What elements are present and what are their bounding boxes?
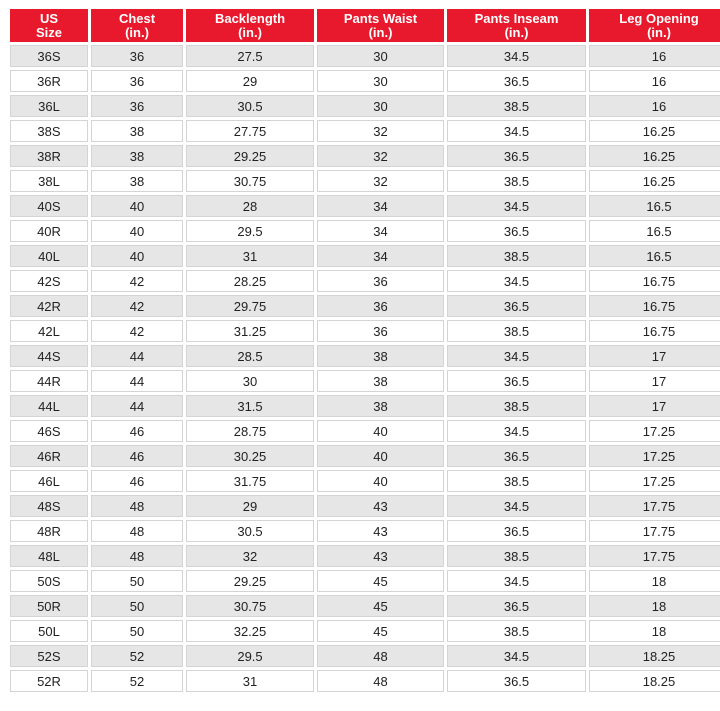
table-row bbox=[10, 495, 720, 517]
table-row bbox=[10, 345, 720, 367]
table-row bbox=[10, 220, 720, 242]
cell-pants-waist: 38 bbox=[317, 395, 444, 417]
cell-pants-inseam: 34.5 bbox=[447, 120, 586, 142]
cell-chest: 44 bbox=[91, 395, 183, 417]
cell-leg-opening: 16 bbox=[589, 70, 720, 92]
cell-chest: 38 bbox=[91, 145, 183, 167]
table-row bbox=[10, 145, 720, 167]
cell-us-size: 50R bbox=[10, 595, 88, 617]
cell-pants-waist: 32 bbox=[317, 120, 444, 142]
cell-us-size: 38R bbox=[10, 145, 88, 167]
size-table bbox=[10, 6, 720, 695]
cell-us-size: 36L bbox=[10, 95, 88, 117]
cell-chest: 46 bbox=[91, 470, 183, 492]
cell-backlength: 30.5 bbox=[186, 520, 314, 542]
size-chart bbox=[10, 0, 720, 711]
cell-us-size: 44R bbox=[10, 370, 88, 392]
cell-chest: 38 bbox=[91, 120, 183, 142]
cell-backlength: 28.25 bbox=[186, 270, 314, 292]
cell-chest: 46 bbox=[91, 420, 183, 442]
cell-backlength: 27.5 bbox=[186, 45, 314, 67]
cell-us-size: 44S bbox=[10, 345, 88, 367]
cell-leg-opening: 17 bbox=[589, 345, 720, 367]
cell-backlength: 31.5 bbox=[186, 395, 314, 417]
cell-pants-waist: 48 bbox=[317, 645, 444, 667]
cell-backlength: 28 bbox=[186, 195, 314, 217]
cell-us-size: 46S bbox=[10, 420, 88, 442]
cell-pants-inseam: 34.5 bbox=[447, 45, 586, 67]
cell-chest: 52 bbox=[91, 645, 183, 667]
cell-leg-opening: 16.5 bbox=[589, 195, 720, 217]
table-row bbox=[10, 395, 720, 417]
cell-leg-opening: 17 bbox=[589, 370, 720, 392]
cell-pants-waist: 45 bbox=[317, 595, 444, 617]
cell-leg-opening: 18 bbox=[589, 570, 720, 592]
cell-pants-inseam: 34.5 bbox=[447, 420, 586, 442]
cell-pants-inseam: 38.5 bbox=[447, 395, 586, 417]
cell-pants-waist: 48 bbox=[317, 670, 444, 692]
cell-backlength: 28.75 bbox=[186, 420, 314, 442]
table-row bbox=[10, 320, 720, 342]
cell-pants-inseam: 38.5 bbox=[447, 170, 586, 192]
cell-pants-inseam: 38.5 bbox=[447, 620, 586, 642]
cell-pants-waist: 43 bbox=[317, 495, 444, 517]
cell-pants-waist: 43 bbox=[317, 545, 444, 567]
cell-chest: 42 bbox=[91, 295, 183, 317]
cell-backlength: 29.25 bbox=[186, 570, 314, 592]
cell-us-size: 50L bbox=[10, 620, 88, 642]
table-row bbox=[10, 420, 720, 442]
cell-pants-inseam: 36.5 bbox=[447, 145, 586, 167]
cell-leg-opening: 17 bbox=[589, 395, 720, 417]
cell-chest: 48 bbox=[91, 545, 183, 567]
cell-pants-waist: 45 bbox=[317, 620, 444, 642]
cell-chest: 46 bbox=[91, 445, 183, 467]
cell-chest: 44 bbox=[91, 345, 183, 367]
cell-chest: 40 bbox=[91, 195, 183, 217]
table-row bbox=[10, 620, 720, 642]
cell-chest: 36 bbox=[91, 70, 183, 92]
cell-backlength: 29.75 bbox=[186, 295, 314, 317]
cell-leg-opening: 16.75 bbox=[589, 270, 720, 292]
cell-us-size: 38S bbox=[10, 120, 88, 142]
cell-us-size: 42S bbox=[10, 270, 88, 292]
cell-chest: 36 bbox=[91, 45, 183, 67]
table-row bbox=[10, 195, 720, 217]
cell-pants-waist: 32 bbox=[317, 145, 444, 167]
cell-pants-waist: 34 bbox=[317, 220, 444, 242]
cell-pants-waist: 40 bbox=[317, 420, 444, 442]
table-row bbox=[10, 595, 720, 617]
cell-leg-opening: 16.25 bbox=[589, 120, 720, 142]
cell-pants-inseam: 38.5 bbox=[447, 245, 586, 267]
cell-leg-opening: 16.25 bbox=[589, 170, 720, 192]
cell-chest: 42 bbox=[91, 270, 183, 292]
cell-pants-waist: 32 bbox=[317, 170, 444, 192]
cell-pants-inseam: 36.5 bbox=[447, 520, 586, 542]
cell-pants-inseam: 38.5 bbox=[447, 470, 586, 492]
cell-leg-opening: 17.75 bbox=[589, 545, 720, 567]
cell-backlength: 32.25 bbox=[186, 620, 314, 642]
table-row bbox=[10, 45, 720, 67]
cell-leg-opening: 18 bbox=[589, 595, 720, 617]
cell-backlength: 29.5 bbox=[186, 220, 314, 242]
cell-chest: 52 bbox=[91, 670, 183, 692]
cell-pants-waist: 43 bbox=[317, 520, 444, 542]
cell-pants-waist: 40 bbox=[317, 445, 444, 467]
cell-pants-waist: 36 bbox=[317, 320, 444, 342]
cell-backlength: 32 bbox=[186, 545, 314, 567]
cell-chest: 50 bbox=[91, 620, 183, 642]
cell-us-size: 36R bbox=[10, 70, 88, 92]
cell-leg-opening: 17.75 bbox=[589, 520, 720, 542]
cell-chest: 36 bbox=[91, 95, 183, 117]
cell-pants-waist: 34 bbox=[317, 245, 444, 267]
cell-us-size: 52R bbox=[10, 670, 88, 692]
cell-us-size: 46R bbox=[10, 445, 88, 467]
col-us-size: US Size bbox=[10, 9, 88, 42]
table-row bbox=[10, 545, 720, 567]
cell-leg-opening: 17.75 bbox=[589, 495, 720, 517]
cell-leg-opening: 16.75 bbox=[589, 320, 720, 342]
cell-backlength: 30.25 bbox=[186, 445, 314, 467]
cell-leg-opening: 16.5 bbox=[589, 220, 720, 242]
cell-us-size: 40L bbox=[10, 245, 88, 267]
cell-us-size: 48L bbox=[10, 545, 88, 567]
cell-leg-opening: 17.25 bbox=[589, 445, 720, 467]
cell-leg-opening: 16 bbox=[589, 95, 720, 117]
cell-us-size: 44L bbox=[10, 395, 88, 417]
cell-leg-opening: 16 bbox=[589, 45, 720, 67]
table-row bbox=[10, 95, 720, 117]
table-row bbox=[10, 170, 720, 192]
cell-backlength: 29.25 bbox=[186, 145, 314, 167]
cell-chest: 44 bbox=[91, 370, 183, 392]
cell-pants-waist: 30 bbox=[317, 45, 444, 67]
cell-pants-inseam: 34.5 bbox=[447, 345, 586, 367]
cell-chest: 38 bbox=[91, 170, 183, 192]
cell-pants-inseam: 34.5 bbox=[447, 570, 586, 592]
col-backlength: Backlength (in.) bbox=[186, 9, 314, 42]
col-leg-opening: Leg Opening (in.) bbox=[589, 9, 720, 42]
cell-chest: 50 bbox=[91, 595, 183, 617]
cell-leg-opening: 16.75 bbox=[589, 295, 720, 317]
table-row bbox=[10, 370, 720, 392]
cell-us-size: 50S bbox=[10, 570, 88, 592]
cell-chest: 40 bbox=[91, 245, 183, 267]
table-row bbox=[10, 270, 720, 292]
table-row bbox=[10, 570, 720, 592]
cell-pants-inseam: 36.5 bbox=[447, 370, 586, 392]
cell-us-size: 38L bbox=[10, 170, 88, 192]
col-pants-waist: Pants Waist (in.) bbox=[317, 9, 444, 42]
table-row bbox=[10, 70, 720, 92]
table-row bbox=[10, 295, 720, 317]
table-row bbox=[10, 245, 720, 267]
table-row bbox=[10, 445, 720, 467]
cell-pants-inseam: 38.5 bbox=[447, 320, 586, 342]
cell-pants-waist: 38 bbox=[317, 345, 444, 367]
cell-pants-waist: 30 bbox=[317, 95, 444, 117]
cell-chest: 40 bbox=[91, 220, 183, 242]
cell-backlength: 30.75 bbox=[186, 170, 314, 192]
cell-us-size: 42R bbox=[10, 295, 88, 317]
cell-us-size: 40S bbox=[10, 195, 88, 217]
cell-us-size: 48R bbox=[10, 520, 88, 542]
cell-pants-inseam: 36.5 bbox=[447, 445, 586, 467]
col-pants-inseam: Pants Inseam (in.) bbox=[447, 9, 586, 42]
table-row bbox=[10, 670, 720, 692]
cell-pants-inseam: 36.5 bbox=[447, 70, 586, 92]
cell-pants-inseam: 34.5 bbox=[447, 645, 586, 667]
cell-leg-opening: 16.25 bbox=[589, 145, 720, 167]
cell-chest: 50 bbox=[91, 570, 183, 592]
cell-backlength: 31 bbox=[186, 245, 314, 267]
cell-pants-inseam: 34.5 bbox=[447, 495, 586, 517]
header-row bbox=[10, 9, 720, 42]
cell-us-size: 46L bbox=[10, 470, 88, 492]
cell-pants-inseam: 36.5 bbox=[447, 670, 586, 692]
cell-backlength: 31 bbox=[186, 670, 314, 692]
cell-backlength: 29 bbox=[186, 70, 314, 92]
table-row bbox=[10, 470, 720, 492]
cell-us-size: 52S bbox=[10, 645, 88, 667]
cell-pants-inseam: 34.5 bbox=[447, 270, 586, 292]
table-body bbox=[10, 45, 720, 692]
cell-pants-waist: 45 bbox=[317, 570, 444, 592]
cell-chest: 48 bbox=[91, 495, 183, 517]
cell-leg-opening: 16.5 bbox=[589, 245, 720, 267]
cell-us-size: 42L bbox=[10, 320, 88, 342]
cell-backlength: 31.75 bbox=[186, 470, 314, 492]
cell-backlength: 29 bbox=[186, 495, 314, 517]
cell-pants-inseam: 36.5 bbox=[447, 295, 586, 317]
cell-leg-opening: 18.25 bbox=[589, 645, 720, 667]
cell-backlength: 30.75 bbox=[186, 595, 314, 617]
cell-pants-waist: 30 bbox=[317, 70, 444, 92]
cell-backlength: 30 bbox=[186, 370, 314, 392]
cell-backlength: 30.5 bbox=[186, 95, 314, 117]
cell-pants-inseam: 38.5 bbox=[447, 95, 586, 117]
cell-pants-waist: 38 bbox=[317, 370, 444, 392]
cell-pants-inseam: 36.5 bbox=[447, 220, 586, 242]
cell-pants-inseam: 38.5 bbox=[447, 545, 586, 567]
cell-pants-inseam: 36.5 bbox=[447, 595, 586, 617]
cell-us-size: 36S bbox=[10, 45, 88, 67]
cell-backlength: 27.75 bbox=[186, 120, 314, 142]
table-row bbox=[10, 520, 720, 542]
table-row bbox=[10, 645, 720, 667]
cell-pants-waist: 36 bbox=[317, 295, 444, 317]
cell-backlength: 28.5 bbox=[186, 345, 314, 367]
cell-pants-waist: 40 bbox=[317, 470, 444, 492]
cell-leg-opening: 18 bbox=[589, 620, 720, 642]
cell-pants-waist: 34 bbox=[317, 195, 444, 217]
table-row bbox=[10, 120, 720, 142]
cell-chest: 42 bbox=[91, 320, 183, 342]
cell-pants-waist: 36 bbox=[317, 270, 444, 292]
cell-us-size: 48S bbox=[10, 495, 88, 517]
cell-us-size: 40R bbox=[10, 220, 88, 242]
col-chest: Chest (in.) bbox=[91, 9, 183, 42]
cell-backlength: 31.25 bbox=[186, 320, 314, 342]
cell-leg-opening: 17.25 bbox=[589, 470, 720, 492]
cell-leg-opening: 18.25 bbox=[589, 670, 720, 692]
cell-pants-inseam: 34.5 bbox=[447, 195, 586, 217]
cell-backlength: 29.5 bbox=[186, 645, 314, 667]
cell-leg-opening: 17.25 bbox=[589, 420, 720, 442]
cell-chest: 48 bbox=[91, 520, 183, 542]
